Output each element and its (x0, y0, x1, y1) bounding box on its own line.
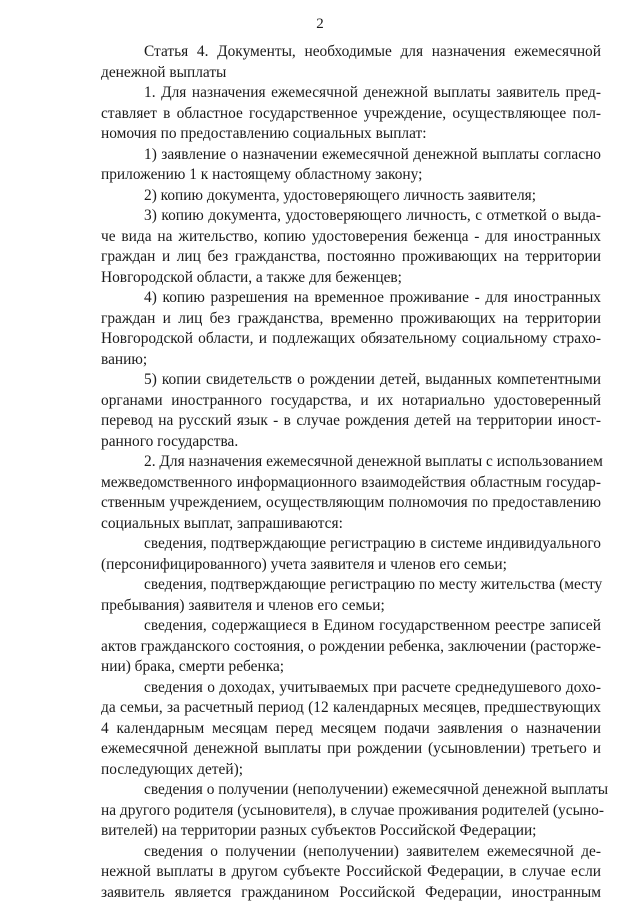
text-line: 4 календарным месяцам перед месяцем подачи заявления о назначении (101, 719, 601, 737)
text-line: сведения, содержащиеся в Едином государственном реестре записей (144, 617, 601, 634)
text-line: граждан и лиц без гражданства, временно проживающих на территории (101, 309, 601, 327)
text-line: ванию; (101, 350, 148, 368)
text-line: сведения, подтверждающие регистрацию в системе индивидуального (144, 535, 601, 552)
text-line: нии) брака, смерти ребенка; (101, 658, 285, 675)
text-line: 4) копию разрешения на временное проживание - для иностранных (144, 289, 601, 306)
text-line: 1. Для назначения ежемесячной денежной выплаты заявитель пред- (144, 84, 601, 101)
text-line: 2. Для назначения ежемесячной денежной выплаты с использованием (144, 453, 603, 470)
text-line: межведомственного информационного взаимодействия областным государ- (101, 473, 601, 491)
text-line: сведения о доходах, учитываемых при расчете среднедушевого дохо- (144, 678, 601, 696)
text-line: (персонифицированного) учета заявителя и членов его семьи; (101, 555, 507, 573)
text-line: пребывания) заявителя и членов его семьи; (101, 596, 385, 614)
text-line: 5) копии свидетельств о рождении детей, выданных компетентными (144, 371, 601, 388)
text-line: ежемесячной денежной выплаты при рождении (усыновлении) третьего и (101, 740, 601, 757)
text-line: денежной выплаты (101, 63, 227, 81)
text-line: че вида на жительство, копию удостоверения беженца - для иностранных (101, 227, 601, 245)
text-line: ставляет в областное государственное учреждение, осуществляющее пол- (101, 104, 601, 122)
text-line: последующих детей); (101, 760, 243, 778)
text-line: заявитель является гражданином Российской Федерации, иностранным (101, 883, 601, 901)
text-line: актов гражданского состояния, о рождении ребенка, заключении (расторже- (101, 637, 601, 655)
text-line: сведения, подтверждающие регистрацию по месту жительства (месту (144, 576, 603, 593)
text-line: социальных выплат, запрашиваются: (101, 514, 343, 532)
text-line: сведения о получении (неполучении) ежемесячной денежной выплаты (144, 781, 609, 798)
text-line: Статья 4. Документы, необходимые для назначения ежемесячной (144, 43, 601, 60)
text-line: перевод на русский язык - в случае рождения детей на территории иност- (101, 412, 601, 429)
text-line: да семьи, за расчетный период (12 календарных месяцев, предшествующих (101, 699, 601, 716)
text-line: номочия по предоставлению социальных выплат: (101, 125, 427, 142)
text-line: ранного государства. (101, 432, 239, 450)
text-line: 1) заявление о назначении ежемесячной денежной выплаты согласно (144, 145, 601, 163)
text-line: граждан и лиц без гражданства, постоянно проживающих на территории (101, 248, 601, 265)
document-body (101, 42, 609, 903)
text-line: 2) копию документа, удостоверяющего личность заявителя; (144, 186, 537, 204)
text-line: приложению 1 к настоящему областному закону; (101, 166, 423, 183)
text-line: нежной выплаты в другом субъекте Российской Федерации, в случае если (101, 863, 601, 880)
text-line: ственным учреждением, осуществляющим полномочия по предоставлению (101, 494, 601, 511)
text-line: вителей) на территории разных субъектов Российской Федерации; (101, 822, 537, 839)
text-line: Новгородской области, а также для беженцев; (101, 268, 402, 286)
page-number: 2 (316, 16, 324, 32)
text-line: Новгородской области, и подлежащих обязательному социальному страхо- (101, 330, 601, 347)
text-line: на другого родителя (усыновителя), в случае проживания родителей (усыно- (101, 801, 604, 819)
text-line: органами иностранного государства, и их нотариально удостоверенный (101, 391, 601, 409)
text-line: сведения о получении (неполучении) заявителем ежемесячной де- (144, 842, 601, 860)
text-line: 3) копию документа, удостоверяющего личность, с отметкой о выда- (144, 207, 601, 224)
